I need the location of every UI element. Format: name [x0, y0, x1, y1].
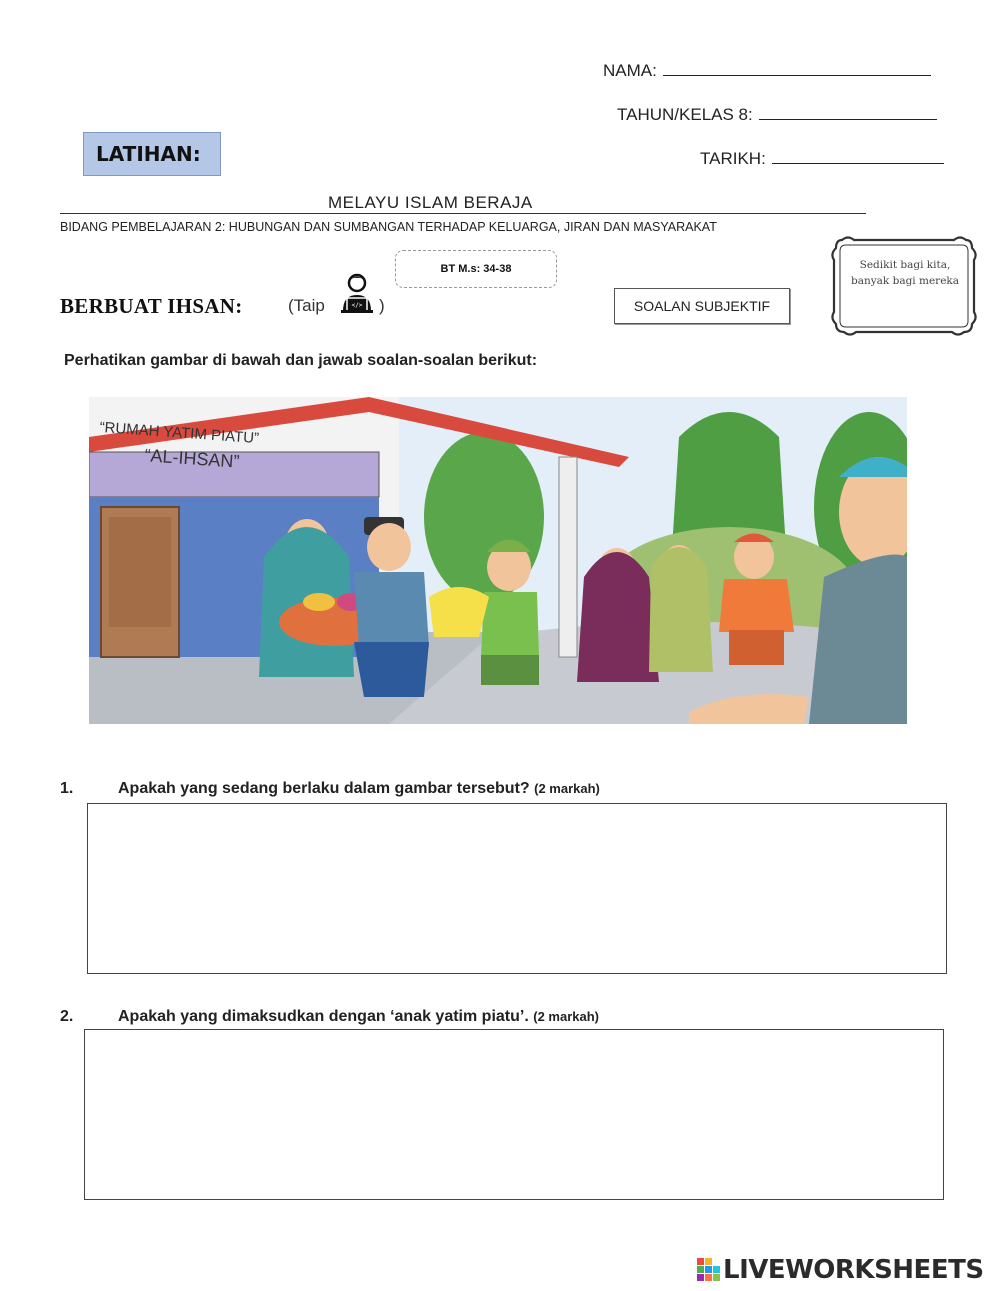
topic-colon: : [235, 294, 243, 318]
liveworksheets-logo[interactable] [697, 1255, 997, 1285]
sign-line-2: “AL-IHSAN” [143, 445, 241, 472]
instruction: Perhatikan gambar di bawah dan jawab soalan-soalan berikut: [64, 352, 538, 369]
question-2 [60, 1008, 760, 1030]
latihan-badge: LATIHAN: [83, 132, 221, 176]
answer-box-1[interactable] [87, 803, 947, 974]
question-2-text-wrap [118, 1008, 599, 1026]
topic-title: BERBUAT IHSAN [60, 294, 236, 318]
topic-heading [60, 294, 243, 319]
svg-text:</>: </> [351, 302, 363, 309]
tarikh-label: TARIKH: [700, 149, 766, 168]
quote-text: Sedikit bagi kita, banyak bagi mereka [850, 259, 960, 287]
question-2-text: Apakah yang dimaksudkan dengan ‘anak yatim piatu’. [118, 1008, 529, 1025]
question-1-number: 1. [60, 780, 74, 797]
answer-box-2[interactable] [84, 1029, 944, 1200]
tahun-input-line[interactable] [759, 118, 937, 120]
soalan-subjektif-label: SOALAN SUBJEKTIF [614, 288, 790, 324]
orphanage-illustration [89, 397, 907, 724]
tarikh-input-line[interactable] [772, 162, 944, 164]
subject-title: MELAYU ISLAM BERAJA [328, 193, 533, 212]
question-1-text-wrap [118, 780, 600, 798]
tarikh-field [700, 149, 944, 169]
nama-input-line[interactable] [663, 74, 931, 76]
liveworksheets-logo-icon [697, 1258, 721, 1282]
liveworksheets-brand: LIVEWORKSHEETS [723, 1255, 984, 1285]
question-1-text: Apakah yang sedang berlaku dalam gambar tersebut? [118, 780, 530, 797]
taip-label: (Taip [288, 296, 325, 315]
question-2-number: 2. [60, 1008, 74, 1025]
question-1-marks: (2 markah) [534, 781, 600, 796]
person-laptop-icon [340, 273, 374, 313]
subject-title-bar [60, 193, 866, 214]
bt-page-ref: BT M.s: 34-38 [395, 250, 557, 288]
taip-close-paren: ) [379, 296, 385, 315]
question-1 [60, 780, 760, 802]
sign-line-1: “RUMAH YATIM PIATU” [99, 418, 260, 448]
girl-green [649, 545, 713, 672]
question-2-marks: (2 markah) [533, 1009, 599, 1024]
tahun-label: TAHUN/KELAS 8: [617, 105, 753, 124]
nama-label: NAMA: [603, 61, 657, 80]
tahun-field [617, 105, 937, 125]
bidang-pembelajaran: BIDANG PEMBELAJARAN 2: HUBUNGAN DAN SUMBANGAN TERHADAP KELUARGA, JIRAN DAN MASYARAKAT [60, 220, 717, 234]
nama-field [603, 61, 931, 81]
